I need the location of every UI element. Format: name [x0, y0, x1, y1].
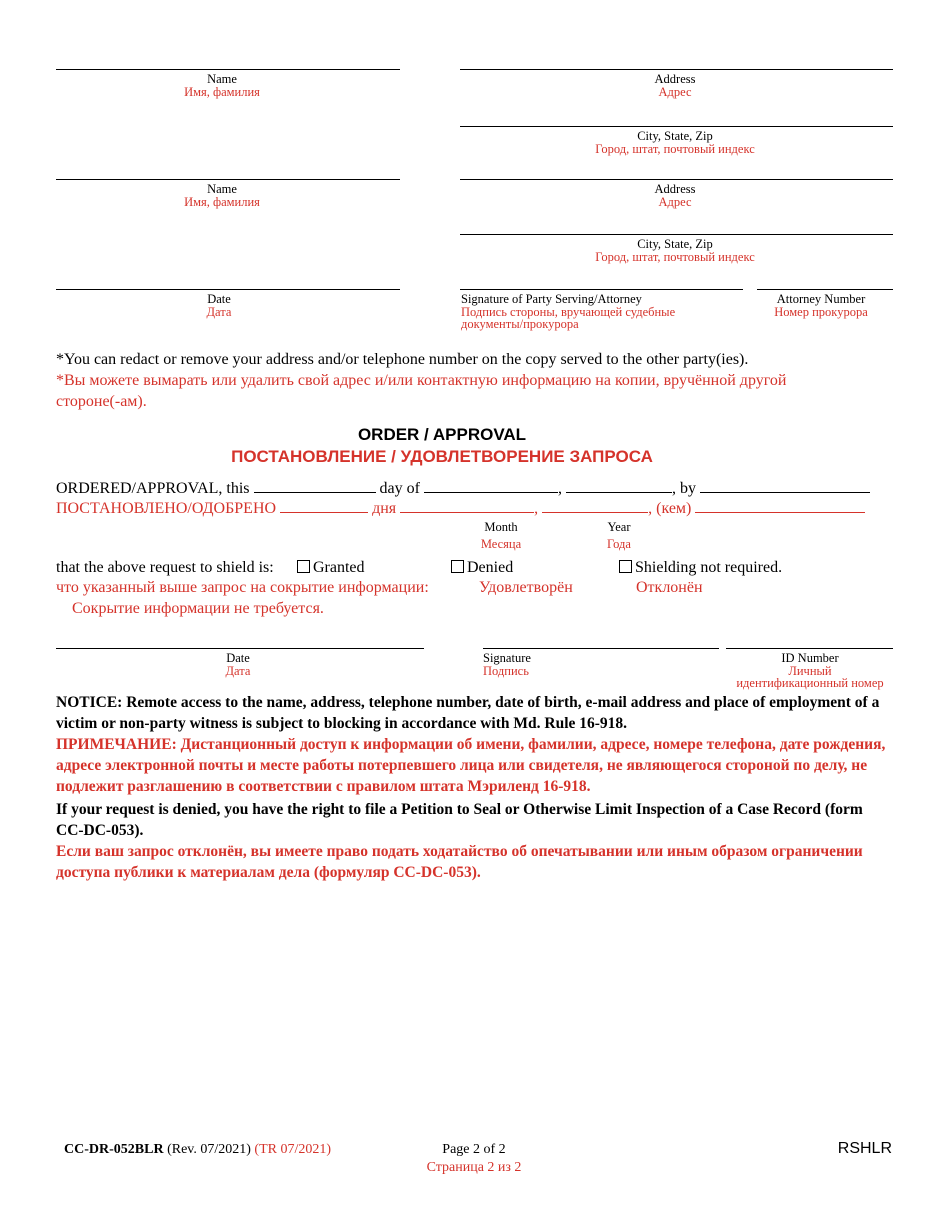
address2-label [460, 183, 890, 208]
signature-label [461, 293, 741, 331]
judge-date-en: Date [226, 651, 250, 665]
name1-label [56, 73, 388, 98]
judge-signature-en: Signature [483, 651, 531, 665]
judge-date-ru: Дата [225, 663, 251, 678]
notice-ru: ПРИМЕЧАНИЕ: Дистанционный доступ к информации об имени, фамилии, адресе, номере телефона, дате рождения, адресе электронной почты и месте работы потерпевшего лица или свидетеля, не являющегося стороной по делу, не подлежит разглашению в соответствии с правилом штата Мэриленд 16-918. [56, 736, 886, 795]
judge-date-line[interactable] [56, 648, 424, 649]
order-heading-ru: ПОСТАНОВЛЕНИЕ / УДОВЛЕТВОРЕНИЕ ЗАПРОСА [231, 447, 653, 466]
name2-label [56, 183, 388, 208]
signature-line[interactable] [460, 289, 743, 290]
attorney-number-ru: Номер прокурора [774, 304, 868, 319]
name1-ru: Имя, фамилия [184, 84, 260, 99]
form-id: CC-DR-052BLR [64, 1142, 164, 1157]
month-en: Month [484, 520, 518, 534]
attorney-number-en: Attorney Number [776, 292, 866, 306]
not-required-checkbox[interactable] [619, 560, 632, 573]
ordered-day-of-en: day of [379, 480, 420, 497]
ordered-month-field[interactable] [424, 478, 558, 493]
denied-label: Denied [467, 559, 514, 576]
shield-granted[interactable] [297, 557, 365, 578]
shield-granted-ru: Удовлетворён [479, 579, 573, 596]
redact-notice-en: *You can redact or remove your address and/or telephone number on the copy served to the other party(ies). [56, 351, 749, 368]
city1-ru: Город, штат, почтовый индекс [595, 141, 755, 156]
redact-notice [56, 349, 906, 412]
date-label [56, 293, 382, 318]
ordered-by-en: , by [671, 480, 696, 497]
denied-checkbox[interactable] [451, 560, 464, 573]
date-ru: Дата [206, 304, 232, 319]
city2-label [460, 238, 890, 263]
judge-signature-line[interactable] [483, 648, 719, 649]
signature-en: Signature of Party Serving/Attorney [461, 292, 642, 306]
denied-notice-ru: Если ваш запрос отклонён, вы имеете право подать ходатайство об опечатывании или иным образом ограничении доступа публики к материалам дела (формуляр CC-DC-053). [56, 843, 863, 881]
ordered-year-field[interactable] [566, 478, 672, 493]
form-rev: (Rev. 07/2021) [167, 1142, 251, 1157]
ordered-comma-en: , [557, 480, 562, 497]
name1-line[interactable] [56, 69, 400, 70]
address1-line[interactable] [460, 69, 893, 70]
ordered-line-en [56, 478, 906, 499]
address1-label [460, 73, 890, 98]
year-en: Year [607, 520, 631, 534]
city2-ru: Город, штат, почтовый индекс [595, 249, 755, 264]
shield-denied-ru: Отклонён [636, 579, 703, 596]
name2-line[interactable] [56, 179, 400, 180]
address1-en: Address [654, 72, 696, 86]
city2-line[interactable] [460, 234, 893, 235]
granted-label: Granted [313, 559, 365, 576]
city1-label [460, 130, 890, 155]
order-heading [0, 424, 884, 468]
year-ru: Года [607, 537, 631, 551]
granted-checkbox[interactable] [297, 560, 310, 573]
ordered-by-field-ru[interactable] [695, 498, 865, 513]
footer-page [396, 1141, 552, 1177]
notice-en: NOTICE: Remote access to the name, address, telephone number, date of birth, e-mail address and place of employment of a victim or non-party witness is subject to blocking in accordance with Md. Rule 16-918. [56, 694, 880, 732]
month-ru: Месяца [480, 537, 522, 551]
shield-not-required-ru: Сокрытие информации не требуется. [72, 600, 324, 617]
shield-prefix-en: that the above request to shield is: [56, 559, 274, 576]
notice [56, 692, 894, 797]
id-number-label [726, 652, 894, 690]
footer-code: RSHLR [837, 1140, 892, 1157]
signature-ru1: Подпись стороны, вручающей судебные [461, 304, 676, 319]
not-required-label: Shielding not required. [635, 559, 783, 576]
ordered-comma-ru: , [534, 500, 539, 517]
ordered-month-field-ru[interactable] [400, 498, 534, 513]
denied-notice [56, 799, 894, 883]
date-en: Date [207, 292, 231, 306]
ordered-by-field[interactable] [700, 478, 870, 493]
month-label [466, 519, 536, 553]
ordered-day-ru: дня [372, 500, 397, 517]
shield-prefix-ru: что указанный выше запрос на сокрытие информации: [56, 579, 429, 596]
name2-en: Name [207, 182, 237, 196]
page-ru: Страница 2 из 2 [426, 1160, 522, 1175]
address2-en: Address [654, 182, 696, 196]
order-heading-en: ORDER / APPROVAL [357, 425, 527, 444]
name1-en: Name [207, 72, 237, 86]
redact-notice-ru2: стороне(-ам). [56, 393, 147, 410]
judge-signature-ru: Подпись [483, 663, 529, 678]
footer-form-id [64, 1141, 331, 1159]
id-number-ru1: Личный [788, 663, 832, 678]
id-number-line[interactable] [726, 648, 893, 649]
year-label [589, 519, 649, 553]
address2-ru: Адрес [658, 194, 692, 209]
id-number-ru2: идентификационный номер [736, 676, 884, 690]
redact-notice-ru1: *Вы можете вымарать или удалить свой адрес и/или контактную информацию на копии, вручённой другой [56, 372, 787, 389]
city2-en: City, State, Zip [637, 237, 713, 251]
ordered-prefix-en: ORDERED/APPROVAL, this [56, 480, 250, 497]
judge-date-label [56, 652, 420, 677]
ordered-year-field-ru[interactable] [542, 498, 648, 513]
judge-signature-label [483, 652, 713, 677]
page-en: Page 2 of 2 [442, 1142, 506, 1157]
ordered-prefix-ru: ПОСТАНОВЛЕНО/ОДОБРЕНО [56, 500, 277, 517]
ordered-by-ru: , (кем) [648, 500, 692, 517]
address2-line[interactable] [460, 179, 893, 180]
attorney-number-label [752, 293, 890, 318]
city1-line[interactable] [460, 126, 893, 127]
shield-denied[interactable] [451, 557, 513, 578]
shield-not-required[interactable] [619, 557, 782, 578]
ordered-day-field-ru[interactable] [280, 498, 368, 513]
date-line[interactable] [56, 289, 400, 290]
name2-ru: Имя, фамилия [184, 194, 260, 209]
ordered-line-ru [56, 498, 906, 519]
address1-ru: Адрес [658, 84, 692, 99]
form-tr: (TR 07/2021) [254, 1142, 332, 1157]
denied-notice-en: If your request is denied, you have the right to file a Petition to Seal or Otherwise Limit Inspection of a Case Record (form CC-DC-053). [56, 801, 863, 839]
signature-ru2: документы/прокурора [461, 317, 579, 331]
city1-en: City, State, Zip [637, 129, 713, 143]
attorney-number-line[interactable] [757, 289, 893, 290]
id-number-en: ID Number [781, 651, 839, 665]
ordered-day-field[interactable] [254, 478, 376, 493]
